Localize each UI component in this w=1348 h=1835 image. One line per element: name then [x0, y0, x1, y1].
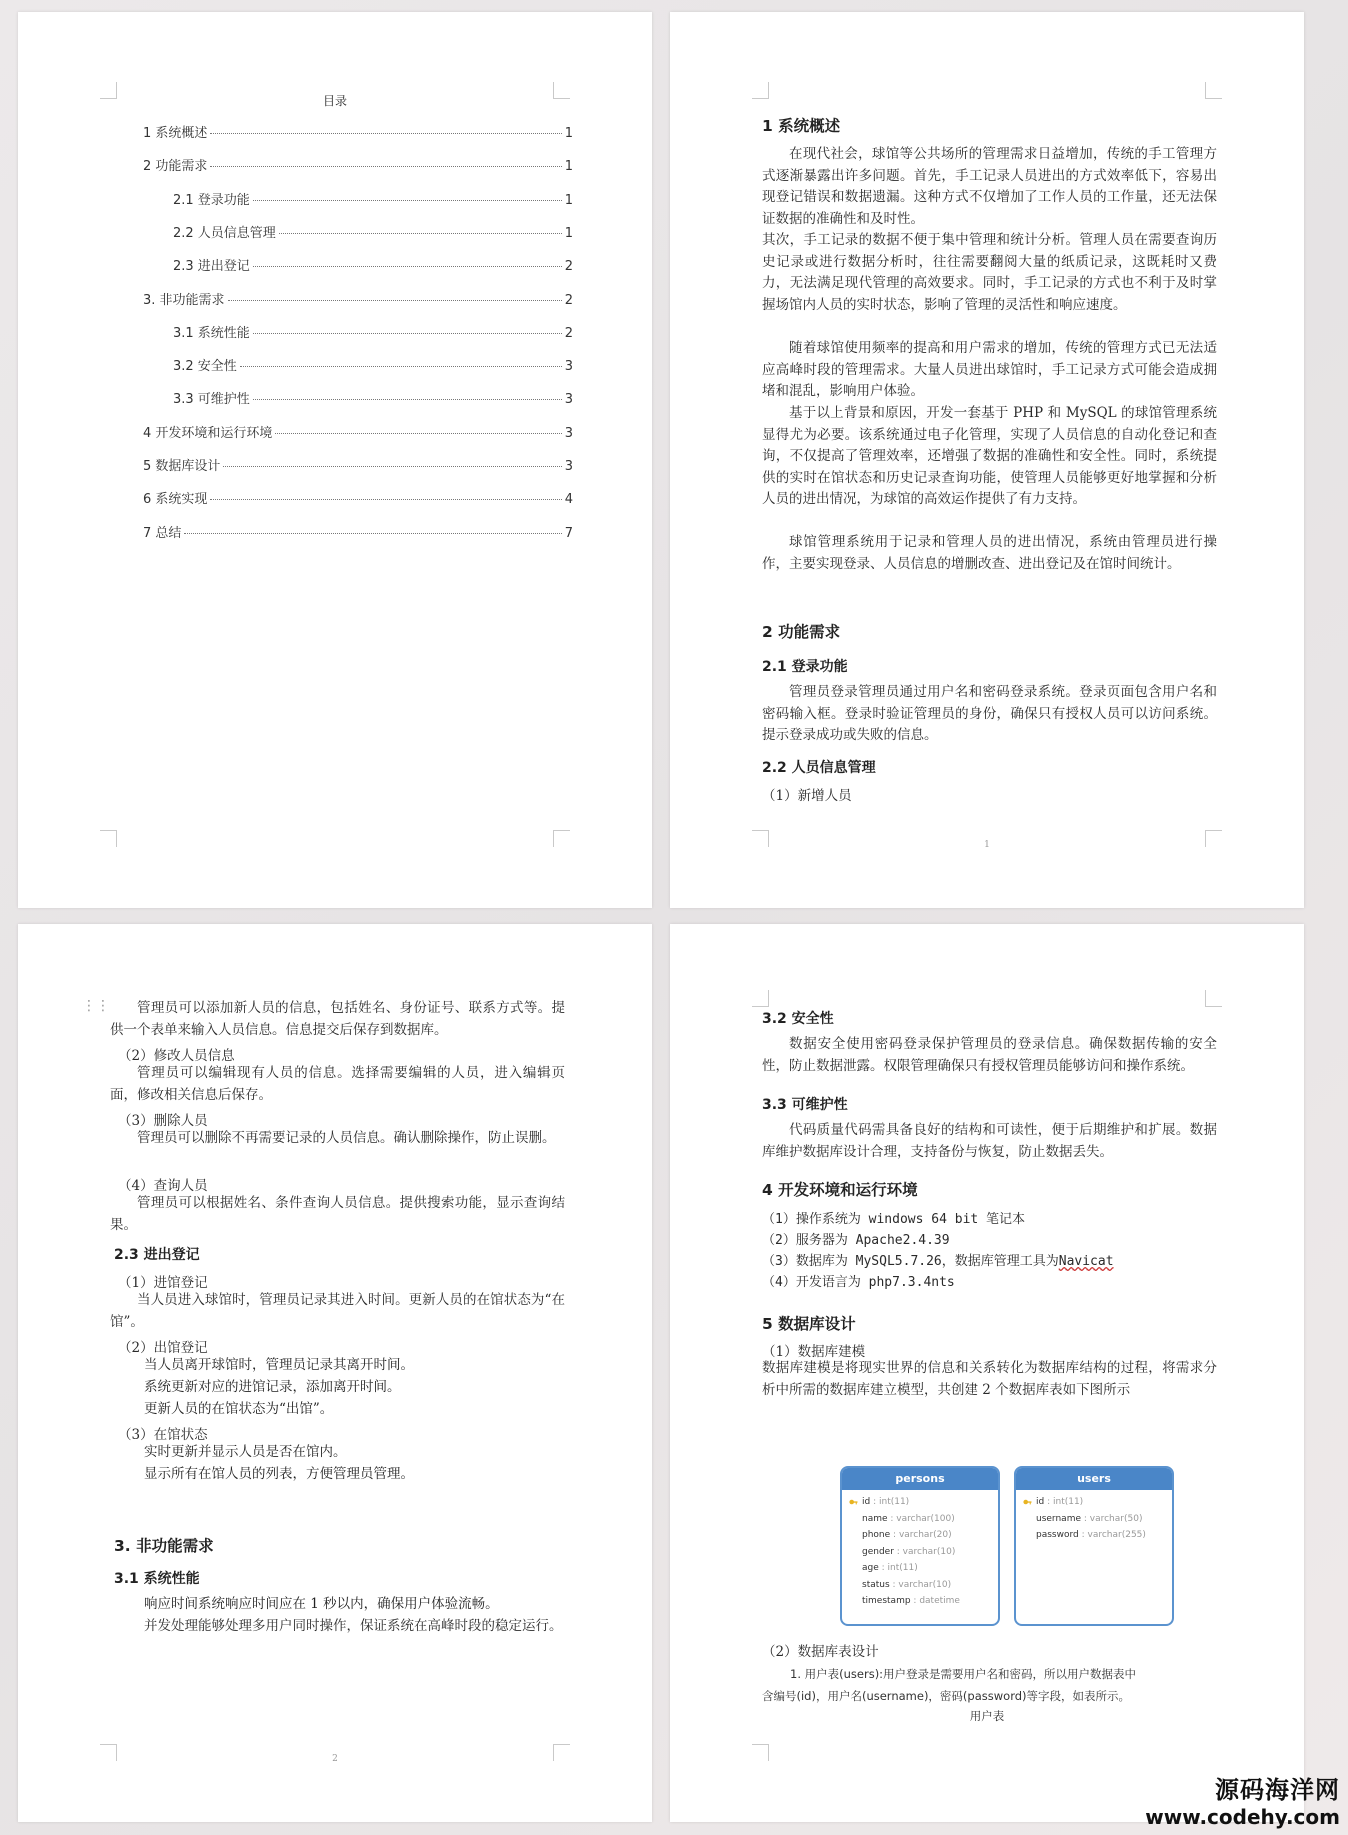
heading-db: 5 数据库设计 — [762, 1315, 856, 1333]
list-item: （4）开发语言为 php7.3.4nts — [762, 1275, 955, 1290]
persons-fields — [842, 1490, 998, 1610]
table-field-row — [842, 1560, 998, 1577]
toc-entry-label: 2.2 人员信息管理 — [173, 225, 276, 241]
paragraph: 随着球馆使用频率的提高和用户需求的增加，传统的管理方式已无法适应高峰时段的管理需求。大量人员进出球馆时，手工记录方式可能会造成拥堵和混乱，影响用户体验。 — [762, 340, 1217, 399]
field-name: age — [862, 1563, 879, 1573]
text-line: 实时更新并显示人员是否在馆内。 — [144, 1444, 347, 1460]
field-name: id — [1036, 1497, 1045, 1507]
paragraph: 当人员进入球馆时，管理员记录其进入时间。更新人员的在馆状态为“在馆”。 — [110, 1292, 565, 1330]
toc-entry-page: 1 — [564, 225, 573, 241]
paragraph: 基于以上背景和原因，开发一套基于 PHP 和 MySQL 的球馆管理系统显得尤为必要。该系统通过电子化管理，实现了人员信息的自动化登记和查询，不仅提高了管理效率，还增强了数据的准确性和安全性。同时，系统提供的实时在馆状态和历史记录查询功能，使管理人员能够更好地掌握和分析人员的进出情况，为球馆的高效运作提供了有力支持。 — [762, 405, 1217, 507]
watermark-title: 源码海洋网 — [1215, 1776, 1340, 1804]
list-item: （2）服务器为 Apache2.4.39 — [762, 1233, 950, 1248]
field-type: int(11) — [1052, 1497, 1084, 1507]
heading-overview: 1 系统概述 — [762, 117, 841, 135]
site-watermark — [1145, 1770, 1340, 1829]
field-separator: : — [870, 1497, 879, 1507]
field-separator: : — [1044, 1497, 1053, 1507]
toc-entry[interactable] — [143, 488, 573, 507]
page-3 — [670, 924, 1304, 1822]
toc-leader-dots — [184, 533, 561, 534]
toc-entry-label: 3. 非功能需求 — [143, 292, 225, 308]
toc-leader-dots — [210, 166, 561, 167]
toc-entry-page: 1 — [564, 126, 573, 141]
text-line: 含编号(id)，用户名(username)，密码(password)等字段，如表所示。 — [762, 1689, 1131, 1703]
toc-entry-label: 3.2 安全性 — [173, 359, 237, 375]
table-field-row — [842, 1593, 998, 1610]
toc-entry[interactable] — [173, 255, 573, 274]
margin-mark — [1205, 990, 1222, 1007]
text-line: 1. 用户表(users):用户登录是需要用户名和密码，所以用户数据表中 — [790, 1667, 1137, 1681]
list-item — [762, 1250, 1114, 1269]
field-separator: : — [890, 1530, 899, 1540]
primary-key-icon — [1023, 1498, 1032, 1506]
toc-entry-page: 2 — [564, 325, 573, 341]
field-type: varchar(255) — [1087, 1530, 1146, 1540]
toc-leader-dots — [253, 266, 562, 267]
toc-entry-page: 2 — [564, 259, 573, 275]
toc-entry[interactable] — [143, 422, 573, 441]
toc-entry-label: 1 系统概述 — [143, 126, 208, 141]
field-separator: : — [1081, 1513, 1090, 1524]
paragraph: 管理员可以删除不再需要记录的人员信息。确认删除操作，防止误删。 — [137, 1130, 556, 1146]
toc-entry-page: 1 — [564, 192, 573, 208]
toc-entry[interactable] — [173, 355, 573, 374]
field-name: username — [1036, 1513, 1081, 1524]
list-item: （3）在馆状态 — [118, 1427, 208, 1443]
heading-perf: 3.1 系统性能 — [114, 1571, 200, 1587]
field-type: int(11) — [887, 1563, 918, 1573]
toc-entry-page: 4 — [564, 492, 573, 508]
text-line: 当人员离开球馆时，管理员记录其离开时间。 — [144, 1357, 414, 1373]
field-name: id — [862, 1497, 871, 1507]
field-name: phone — [862, 1530, 891, 1540]
heading-people: 2.2 人员信息管理 — [762, 760, 876, 776]
toc-entry-label: 3.3 可维护性 — [173, 392, 250, 408]
toc-entry-label: 7 总结 — [143, 525, 182, 541]
paragraph: 并发处理能够处理多用户同时操作，保证系统在高峰时段的稳定运行。 — [144, 1618, 563, 1634]
toc-leader-dots — [253, 333, 562, 334]
paragraph: 管理员可以添加新人员的信息，包括姓名、身份证号、联系方式等。提供一个表单来输入人员信息。信息提交后保存到数据库。 — [110, 1000, 565, 1038]
toc-entry[interactable] — [173, 322, 573, 341]
heading-login: 2.1 登录功能 — [762, 659, 848, 675]
toc-leader-dots — [275, 433, 561, 434]
list-item: （2）出馆登记 — [118, 1340, 208, 1356]
table-field-row — [842, 1544, 998, 1561]
field-type: varchar(10) — [898, 1579, 952, 1590]
toc-leader-dots — [210, 499, 561, 500]
list-item: （3）删除人员 — [118, 1113, 208, 1129]
persons-table — [840, 1466, 1000, 1626]
toc-entry-page: 3 — [564, 459, 573, 474]
toc-entry[interactable] — [143, 522, 573, 541]
toc-entry-label: 3.1 系统性能 — [173, 325, 250, 341]
margin-mark — [752, 82, 769, 99]
paragraph: 管理员可以根据姓名、条件查询人员信息。提供搜索功能，显示查询结果。 — [110, 1195, 565, 1233]
persons-table-header: persons — [842, 1468, 998, 1490]
toc-leader-dots — [223, 466, 561, 467]
field-separator: : — [889, 1579, 899, 1590]
field-separator: : — [887, 1513, 897, 1524]
toc-entry-page: 3 — [564, 392, 573, 408]
heading-inout: 2.3 进出登记 — [114, 1247, 200, 1263]
field-type: varchar(50) — [1089, 1513, 1143, 1524]
toc-entry-label: 2 功能需求 — [143, 159, 208, 175]
field-separator: : — [910, 1596, 920, 1606]
toc-entry-page: 2 — [564, 292, 573, 308]
toc-leader-dots — [279, 233, 562, 234]
text-line: 显示所有在馆人员的列表，方便管理员管理。 — [144, 1466, 414, 1482]
table-caption: 用户表 — [969, 1709, 1005, 1723]
heading-func: 2 功能需求 — [762, 623, 841, 641]
users-fields — [1016, 1490, 1172, 1544]
text-line: 更新人员的在馆状态为“出馆”。 — [144, 1401, 334, 1417]
heading-env: 4 开发环境和运行环境 — [762, 1181, 918, 1199]
users-table-header: users — [1016, 1468, 1172, 1490]
toc-entry[interactable] — [143, 455, 573, 474]
paragraph: 管理员登录管理员通过用户名和密码登录系统。登录页面包含用户名和密码输入框。登录时验证管理员的身份，确保只有授权人员可以访问系统。提示登录成功或失败的信息。 — [762, 684, 1217, 743]
list-item: （1）进馆登记 — [118, 1275, 208, 1291]
heading-nonfunc: 3. 非功能需求 — [114, 1537, 214, 1555]
paragraph: 其次，手工记录的数据不便于集中管理和统计分析。管理人员在需要查询历史记录或进行数据分析时，往往需要翻阅大量的纸质记录，这既耗时又费力，无法满足现代管理的高效要求。同时，手工记录的方式也不利于及时掌握场馆内人员的实时状态，影响了管理的灵活性和响应速度。 — [762, 232, 1217, 313]
page-number: 1 — [984, 840, 990, 850]
paragraph: 球馆管理系统用于记录和管理人员的进出情况，系统由管理员进行操作，主要实现登录、人员信息的增删改查、进出登记及在馆时间统计。 — [762, 534, 1217, 572]
text-line: 系统更新对应的进馆记录，添加离开时间。 — [144, 1379, 401, 1395]
field-name: timestamp — [862, 1596, 911, 1606]
field-type: datetime — [919, 1596, 960, 1606]
table-field-row — [1016, 1527, 1172, 1544]
heading-maint: 3.3 可维护性 — [762, 1097, 848, 1113]
list-item: （1）数据库建模 — [762, 1344, 866, 1360]
env-db-text: （3）数据库为 MySQL5.7.26，数据库管理工具为 — [762, 1254, 1059, 1269]
toc-leader-dots — [253, 200, 562, 201]
paragraph: 管理员可以编辑现有人员的信息。选择需要编辑的人员，进入编辑页面，修改相关信息后保存。 — [110, 1065, 565, 1103]
toc-title: 目录 — [322, 94, 347, 108]
toc-entry-label: 6 系统实现 — [143, 492, 208, 508]
watermark-url: www.codehy.com — [1145, 1805, 1340, 1829]
table-field-row — [1016, 1511, 1172, 1528]
field-type: varchar(10) — [902, 1546, 956, 1557]
toc-entry-label: 2.1 登录功能 — [173, 192, 250, 208]
table-field-row — [842, 1527, 998, 1544]
paragraph: 在现代社会，球馆等公共场所的管理需求日益增加，传统的手工管理方式逐渐暴露出许多问题。首先，手工记录人员进出的方式效率低下，容易出现登记错误和数据遗漏。这种方式不仅增加了工作人员的工作量，还无法保证数据的准确性和及时性。 — [762, 146, 1217, 227]
users-table — [1014, 1466, 1174, 1626]
paragraph: 数据库建模是将现实世界的信息和关系转化为数据库结构的过程，将需求分析中所需的数据库建立模型，共创建 2 个数据库表如下图所示 — [762, 1360, 1217, 1398]
page-number: 2 — [332, 1754, 338, 1764]
list-item: （1）新增人员 — [762, 788, 852, 804]
env-tool-name: Navicat — [1058, 1254, 1114, 1269]
field-type: varchar(100) — [896, 1513, 955, 1524]
field-name: gender — [862, 1546, 894, 1557]
toc-entry[interactable] — [173, 388, 573, 407]
list-item: （2）修改人员信息 — [118, 1048, 235, 1064]
toc-entry[interactable] — [143, 289, 573, 308]
field-separator: : — [1078, 1530, 1088, 1540]
page-toc — [18, 12, 652, 908]
margin-mark — [752, 1744, 769, 1761]
field-type: int(11) — [878, 1497, 910, 1507]
toc-entry[interactable] — [143, 122, 573, 141]
margin-mark — [1205, 82, 1222, 99]
margin-mark — [100, 830, 117, 847]
field-name: name — [862, 1513, 888, 1524]
drag-handle-icon[interactable]: ⋮⋮ — [82, 998, 110, 1014]
table-field-row — [1016, 1494, 1172, 1511]
toc-entry-label: 2.3 进出登记 — [173, 259, 250, 275]
paragraph: 数据安全使用密码登录保护管理员的登录信息。确保数据传输的安全性，防止数据泄露。权限管理确保只有授权管理员能够访问和操作系统。 — [762, 1036, 1217, 1074]
field-name: status — [862, 1579, 890, 1590]
list-item: （2）数据库表设计 — [762, 1644, 879, 1660]
table-field-row — [842, 1511, 998, 1528]
paragraph: 代码质量代码需具备良好的结构和可读性，便于后期维护和扩展。数据库维护数据库设计合理，支持备份与恢复，防止数据丢失。 — [762, 1122, 1217, 1160]
page-2 — [18, 924, 652, 1822]
field-type: varchar(20) — [898, 1530, 952, 1540]
toc-leader-dots — [253, 399, 562, 400]
toc-entry[interactable] — [173, 189, 573, 208]
toc-entry[interactable] — [173, 222, 573, 241]
margin-mark — [752, 990, 769, 1007]
toc-entry-label: 4 开发环境和运行环境 — [143, 425, 273, 441]
table-field-row — [842, 1494, 998, 1511]
toc-leader-dots — [210, 133, 561, 134]
toc-entry-page: 3 — [564, 425, 573, 441]
toc-entry[interactable] — [143, 155, 573, 174]
field-name: password — [1036, 1530, 1079, 1540]
toc-entry-page: 7 — [564, 525, 573, 541]
margin-mark — [553, 830, 570, 847]
field-separator: : — [878, 1563, 888, 1573]
toc-leader-dots — [228, 300, 562, 301]
primary-key-icon — [849, 1498, 858, 1506]
text-line: 响应时间系统响应时间应在 1 秒以内，确保用户体验流畅。 — [144, 1596, 499, 1612]
toc-leader-dots — [240, 366, 562, 367]
list-item: （1）操作系统为 windows 64 bit 笔记本 — [762, 1212, 1026, 1227]
toc-entry-page: 1 — [564, 159, 573, 175]
table-field-row — [842, 1577, 998, 1594]
field-separator: : — [893, 1546, 903, 1557]
page-1 — [670, 12, 1304, 908]
toc-entry-page: 3 — [564, 359, 573, 375]
list-item: （4）查询人员 — [118, 1178, 208, 1194]
heading-security: 3.2 安全性 — [762, 1011, 834, 1027]
toc-entry-label: 5 数据库设计 — [143, 459, 221, 474]
